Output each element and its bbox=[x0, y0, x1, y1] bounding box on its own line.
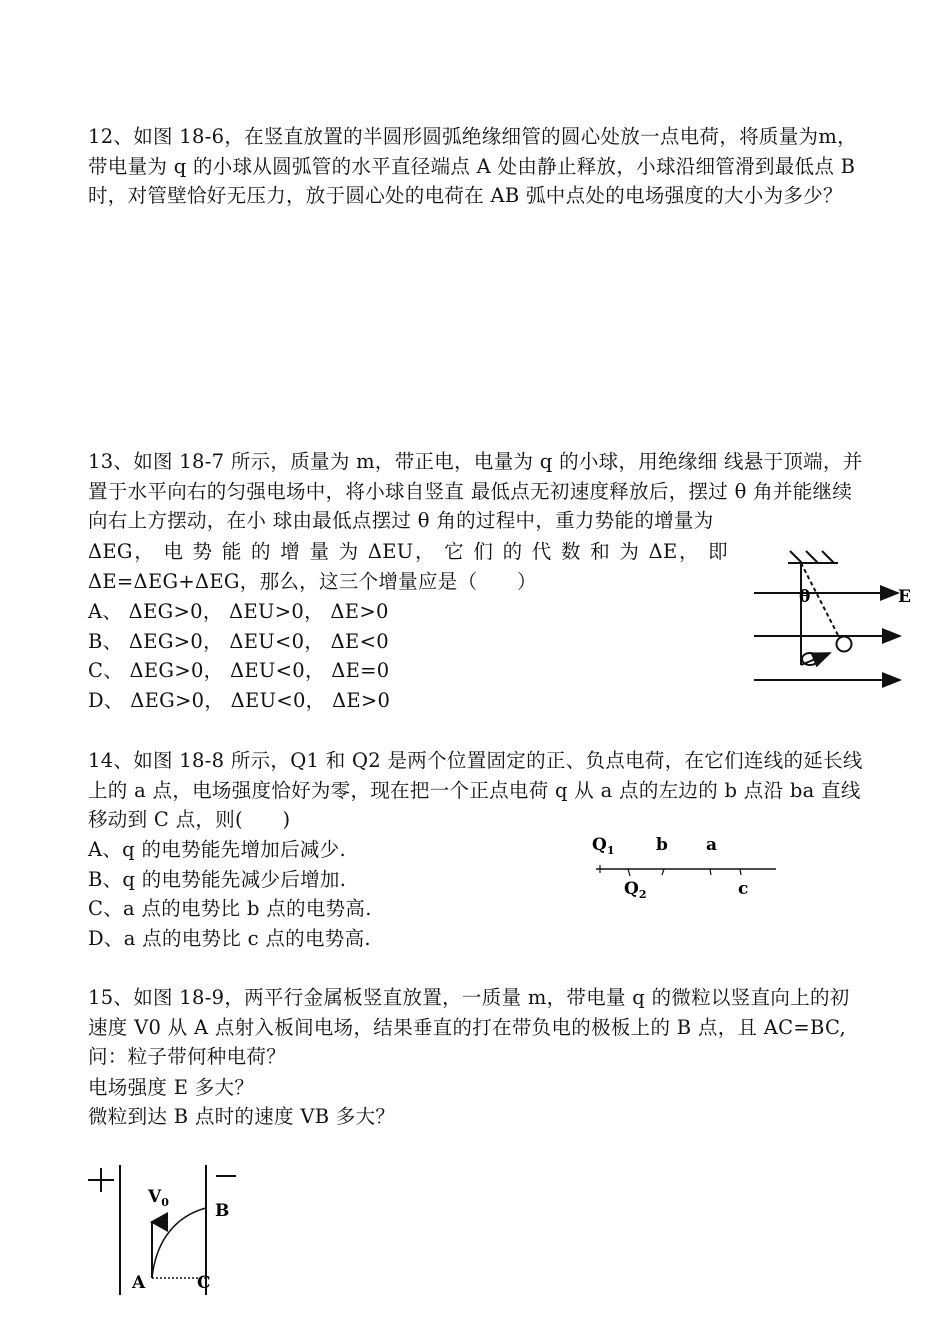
q13-option-b: B、 ΔEG>0， ΔEU<0， ΔE<0 bbox=[88, 630, 389, 653]
v0-label: $V_0$ bbox=[148, 1187, 169, 1209]
question-15-speed: 微粒到达 B 点时的速度 VB 多大？ bbox=[88, 1105, 396, 1128]
figure-charges bbox=[590, 832, 790, 902]
question-15-field: 电场强度 E 多大？ bbox=[88, 1076, 255, 1099]
point-b-label: b bbox=[656, 835, 668, 855]
figure-pendulum bbox=[750, 545, 920, 695]
point-a-label: a bbox=[706, 835, 718, 855]
q14-option-b: B、q 的电势能先减少后增加. bbox=[88, 868, 347, 891]
question-12: 12、如图 18-6，在竖直放置的半圆形圆弧绝缘细管的圆心处放一点电荷，将质量为m，带电量为 q 的小球从圆弧管的水平直径端点 A 处由静止释放，小球沿细管滑到最低点 B 时，对管壁恰好无压力，放于圆心处的电荷在 AB 弧中点处的电场强度的大小为多少？ bbox=[88, 125, 857, 207]
point-a15-label: A bbox=[132, 1273, 146, 1293]
point-c-label: c bbox=[738, 879, 749, 899]
point-c15-label: C bbox=[197, 1273, 211, 1293]
charge-q2-label: $Q_2$ bbox=[624, 879, 647, 901]
charge-q1-label: $Q_1$ bbox=[592, 835, 615, 857]
q14-option-d: D、a 点的电势比 c 点的电势高. bbox=[88, 927, 371, 950]
angle-label: θ bbox=[799, 587, 811, 607]
question-15: 15、如图 18-9，两平行金属板竖直放置，一质量 m，带电量 q 的微粒以竖直向上的初速度 V0 从 A 点射入板间电场，结果垂直的打在带负电的极板上的 B 点，且 AC=BC,问：粒子带何种电荷？ bbox=[88, 986, 850, 1068]
question-13-line5: ΔE=ΔEG+ΔEG，那么，这三个增量应是（ ） bbox=[88, 570, 537, 593]
ball-displaced bbox=[837, 637, 852, 652]
question-13: 13、如图 18-7 所示，质量为 m，带正电，电量为 q 的小球，用绝缘细 线悬于顶端，并置于水平向右的匀强电场中，将小球自竖直 最低点无初速度释放后，摆过 θ 角并能继续向右上方摆动，在小 球由最低点摆过 θ 角的过程中，重力势能的增量为 bbox=[88, 450, 863, 532]
q13-option-c: C、 ΔEG>0， ΔEU<0， ΔE=0 bbox=[88, 659, 390, 682]
q13-option-d: D、 ΔEG>0， ΔEU<0， ΔE>0 bbox=[88, 689, 391, 712]
question-14: 14、如图 18-8 所示，Q1 和 Q2 是两个位置固定的正、负点电荷，在它们连线的延长线上的 a 点，电场强度恰好为零，现在把一个正点电荷 q 从 a 点的左边的 b 点沿 ba 直线移动到 C 点，则( ) bbox=[88, 749, 863, 831]
q14-option-a: A、q 的电势能先增加后减少. bbox=[88, 838, 346, 861]
field-label: E bbox=[898, 587, 911, 607]
figure-plates bbox=[84, 1160, 254, 1300]
point-b15-label: B bbox=[215, 1201, 230, 1221]
q14-option-c: C、a 点的电势比 b 点的电势高. bbox=[88, 897, 372, 920]
q13-option-a: A、 ΔEG>0， ΔEU>0， ΔE>0 bbox=[88, 600, 389, 623]
question-13-line4: ΔEG， 电 势 能 的 增 量 为 ΔEU， 它 们 的 代 数 和 为 ΔE， 即 bbox=[88, 540, 728, 563]
